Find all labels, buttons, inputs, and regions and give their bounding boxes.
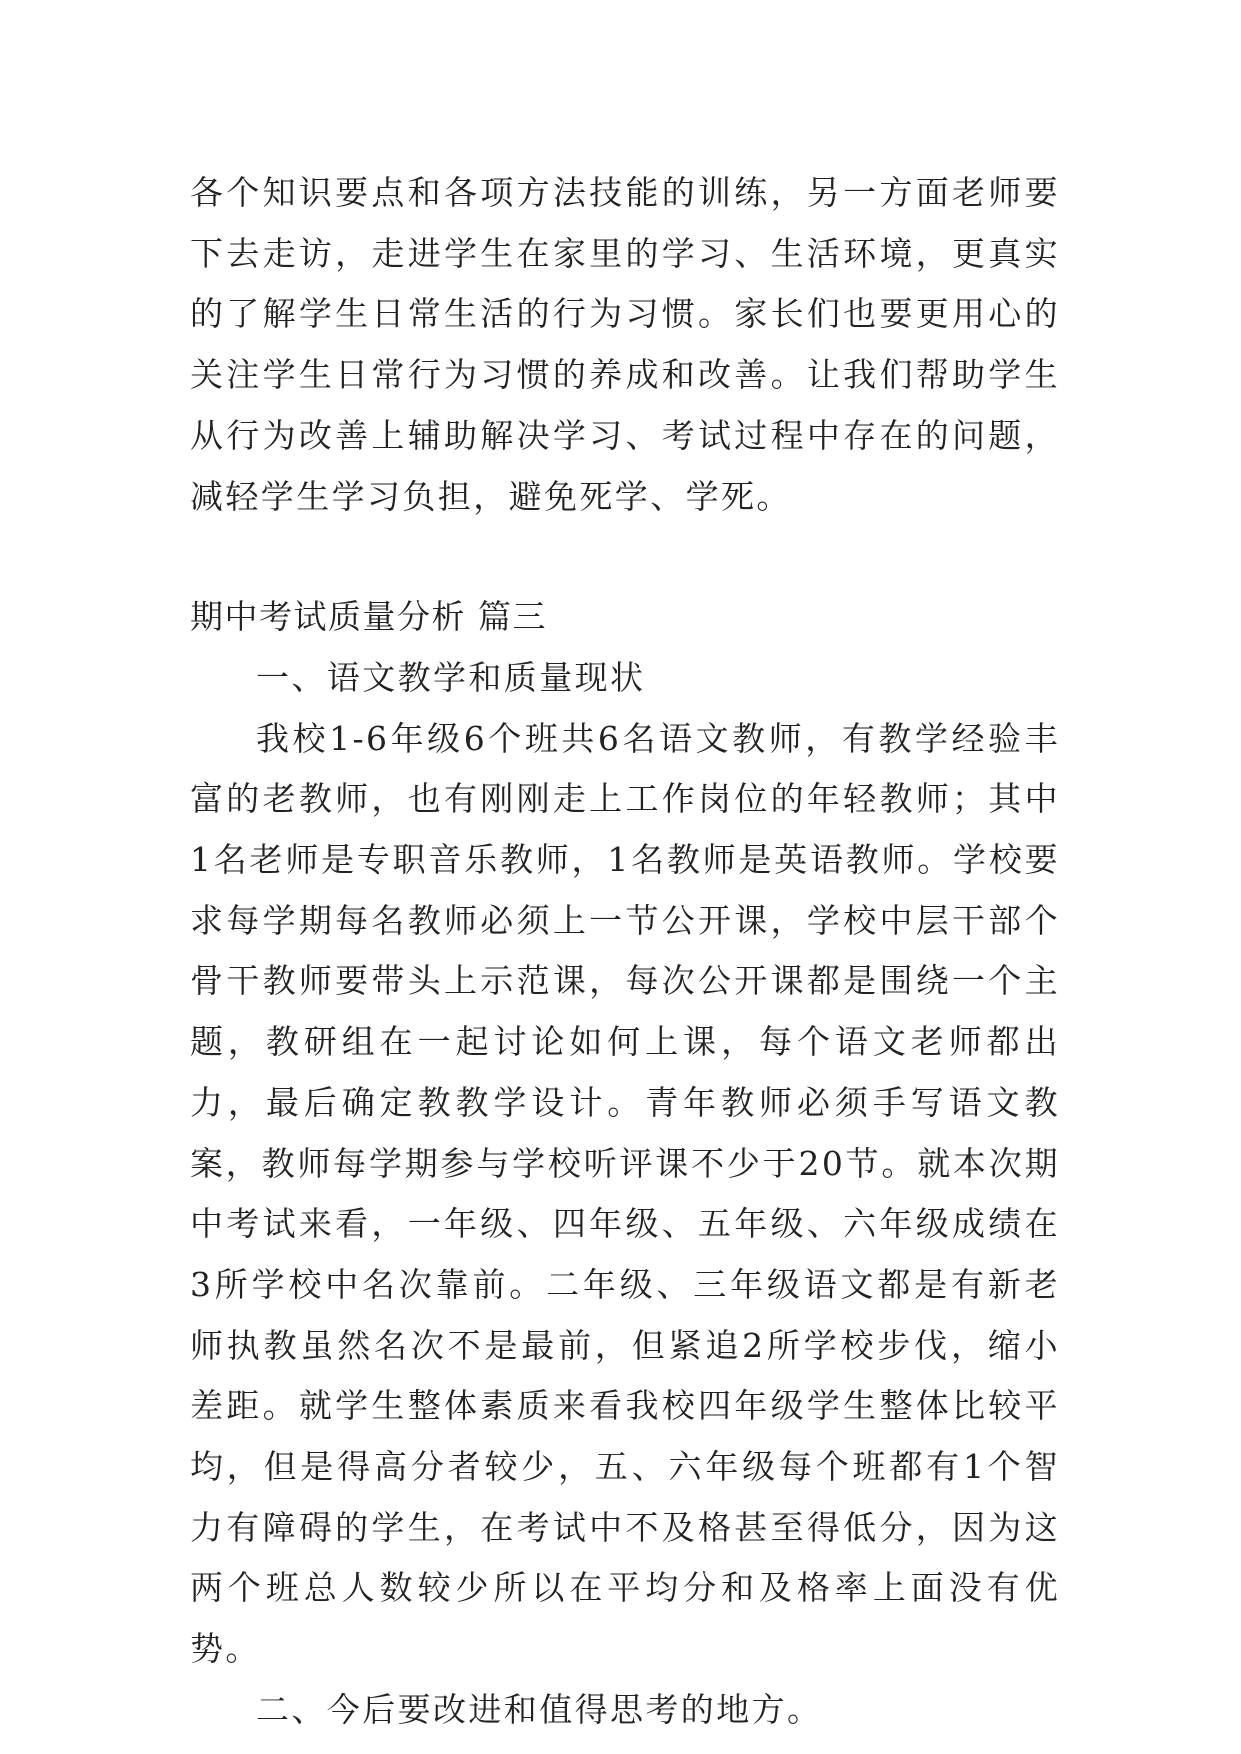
document-body — [190, 163, 1060, 1741]
heading-2: 二、今后要改进和值得思考的地方。 — [256, 1689, 823, 1729]
section-title: 期中考试质量分析 篇三 — [190, 597, 547, 637]
paragraph-spacer — [190, 527, 1060, 587]
heading-1: 一、语文教学和质量现状 — [256, 657, 646, 697]
intro-paragraph: 各个知识要点和各项方法技能的训练，另一方面老师要下去走访，走进学生在家里的学习、生活环境，更真实的了解学生日常生活的行为习惯。家长们也要更用心的关注学生日常行为习惯的养成和改善。让我们帮助学生从行为改善上辅助解决学习、考试过程中存在的问题，减轻学生学习负担，避免死学、学死。 — [190, 173, 1060, 516]
body-paragraph: 我校1-6年级6个班共6名语文教师，有教学经验丰富的老教师，也有刚刚走上工作岗位的年轻教师；其中1名老师是专职音乐教师，1名教师是英语教师。学校要求每学期每名教师必须上一节公开课，学校中层干部个骨干教师要带头上示范课，每次公开课都是围绕一个主题，教研组在一起讨论如何上课，每个语文老师都出力，最后确定教教学设计。青年教师必须手写语文教案，教师每学期参与学校听评课不少于20节。就本次期中考试来看，一年级、四年级、五年级、六年级成绩在3所学校中名次靠前。二年级、三年级语文都是有新老师执教虽然名次不是最前，但紧追2所学校步伐，缩小差距。就学生整体素质来看我校四年级学生整体比较平均，但是得高分者较少，五、六年级每个班都有1个智力有障碍的学生，在考试中不及格甚至得低分，因为这两个班总人数较少所以在平均分和及格率上面没有优势。 — [190, 718, 1060, 1669]
